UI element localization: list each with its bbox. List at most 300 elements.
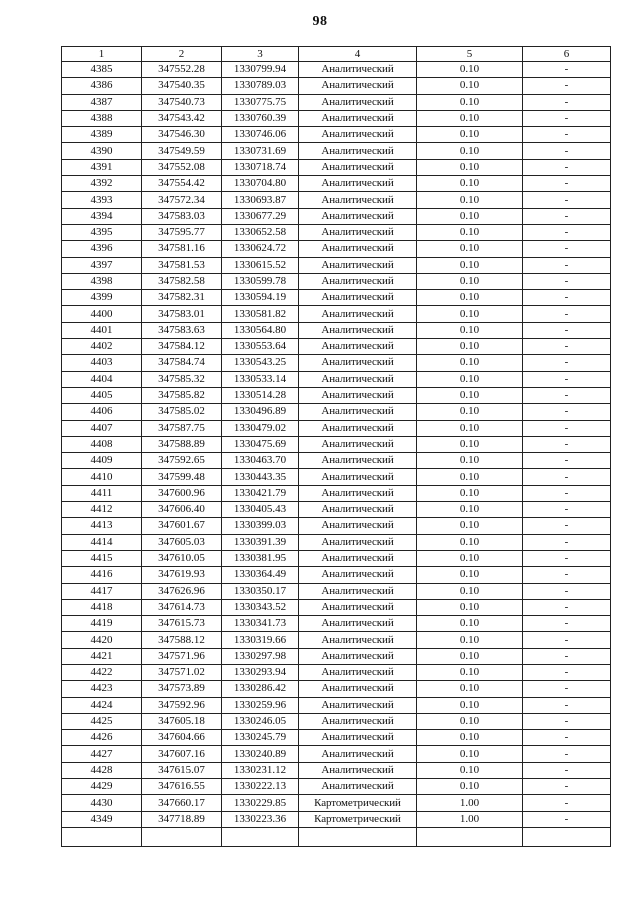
note-cell: - xyxy=(523,534,611,550)
empty-cell xyxy=(523,827,611,846)
point-number-cell: 4404 xyxy=(62,371,142,387)
accuracy-cell: 0.10 xyxy=(417,127,523,143)
table-row xyxy=(62,62,611,78)
coordinates-table xyxy=(61,46,611,847)
x-coordinate-cell: 347540.73 xyxy=(142,94,222,110)
point-number-cell: 4388 xyxy=(62,110,142,126)
table-row xyxy=(62,241,611,257)
table-row xyxy=(62,322,611,338)
table-row xyxy=(62,648,611,664)
point-number-cell: 4426 xyxy=(62,730,142,746)
table-row xyxy=(62,339,611,355)
point-number-cell: 4391 xyxy=(62,159,142,175)
accuracy-cell: 0.10 xyxy=(417,257,523,273)
point-number-cell: 4418 xyxy=(62,599,142,615)
table-row xyxy=(62,208,611,224)
note-cell: - xyxy=(523,224,611,240)
column-header-4: 4 xyxy=(299,47,417,62)
accuracy-cell: 0.10 xyxy=(417,583,523,599)
x-coordinate-cell: 347543.42 xyxy=(142,110,222,126)
table-row xyxy=(62,485,611,501)
x-coordinate-cell: 347610.05 xyxy=(142,550,222,566)
note-cell: - xyxy=(523,664,611,680)
method-cell: Картометрический xyxy=(299,811,417,827)
note-cell: - xyxy=(523,176,611,192)
method-cell: Аналитический xyxy=(299,387,417,403)
accuracy-cell: 0.10 xyxy=(417,616,523,632)
table-row xyxy=(62,567,611,583)
table-row xyxy=(62,420,611,436)
table-row xyxy=(62,306,611,322)
note-cell: - xyxy=(523,192,611,208)
y-coordinate-cell: 1330693.87 xyxy=(222,192,299,208)
accuracy-cell: 0.10 xyxy=(417,664,523,680)
y-coordinate-cell: 1330245.79 xyxy=(222,730,299,746)
accuracy-cell: 0.10 xyxy=(417,208,523,224)
y-coordinate-cell: 1330731.69 xyxy=(222,143,299,159)
table-row xyxy=(62,110,611,126)
column-header-5: 5 xyxy=(417,47,523,62)
note-cell: - xyxy=(523,469,611,485)
table-row xyxy=(62,355,611,371)
accuracy-cell: 0.10 xyxy=(417,110,523,126)
table-row xyxy=(62,127,611,143)
method-cell: Аналитический xyxy=(299,420,417,436)
y-coordinate-cell: 1330496.89 xyxy=(222,404,299,420)
method-cell: Аналитический xyxy=(299,355,417,371)
y-coordinate-cell: 1330364.49 xyxy=(222,567,299,583)
method-cell: Аналитический xyxy=(299,779,417,795)
method-cell: Аналитический xyxy=(299,648,417,664)
accuracy-cell: 1.00 xyxy=(417,811,523,827)
table-row xyxy=(62,404,611,420)
note-cell: - xyxy=(523,485,611,501)
method-cell: Аналитический xyxy=(299,94,417,110)
point-number-cell: 4424 xyxy=(62,697,142,713)
x-coordinate-cell: 347584.12 xyxy=(142,339,222,355)
method-cell: Аналитический xyxy=(299,371,417,387)
method-cell: Аналитический xyxy=(299,78,417,94)
note-cell: - xyxy=(523,420,611,436)
method-cell: Аналитический xyxy=(299,746,417,762)
x-coordinate-cell: 347571.96 xyxy=(142,648,222,664)
method-cell: Аналитический xyxy=(299,534,417,550)
table-row xyxy=(62,713,611,729)
page-number: 98 xyxy=(312,14,328,29)
x-coordinate-cell: 347572.34 xyxy=(142,192,222,208)
point-number-cell: 4420 xyxy=(62,632,142,648)
accuracy-cell: 0.10 xyxy=(417,713,523,729)
method-cell: Аналитический xyxy=(299,599,417,615)
note-cell: - xyxy=(523,62,611,78)
point-number-cell: 4407 xyxy=(62,420,142,436)
point-number-cell: 4417 xyxy=(62,583,142,599)
note-cell: - xyxy=(523,241,611,257)
point-number-cell: 4389 xyxy=(62,127,142,143)
point-number-cell: 4393 xyxy=(62,192,142,208)
point-number-cell: 4402 xyxy=(62,339,142,355)
x-coordinate-cell: 347581.53 xyxy=(142,257,222,273)
y-coordinate-cell: 1330259.96 xyxy=(222,697,299,713)
x-coordinate-cell: 347585.32 xyxy=(142,371,222,387)
method-cell: Аналитический xyxy=(299,632,417,648)
note-cell: - xyxy=(523,746,611,762)
table-row xyxy=(62,192,611,208)
method-cell: Аналитический xyxy=(299,681,417,697)
accuracy-cell: 0.10 xyxy=(417,730,523,746)
point-number-cell: 4349 xyxy=(62,811,142,827)
accuracy-cell: 0.10 xyxy=(417,453,523,469)
note-cell: - xyxy=(523,599,611,615)
table-body xyxy=(62,62,611,847)
accuracy-cell: 0.10 xyxy=(417,322,523,338)
x-coordinate-cell: 347601.67 xyxy=(142,518,222,534)
accuracy-cell: 0.10 xyxy=(417,567,523,583)
accuracy-cell: 0.10 xyxy=(417,387,523,403)
method-cell: Аналитический xyxy=(299,127,417,143)
y-coordinate-cell: 1330246.05 xyxy=(222,713,299,729)
table-row xyxy=(62,273,611,289)
accuracy-cell: 0.10 xyxy=(417,746,523,762)
x-coordinate-cell: 347599.48 xyxy=(142,469,222,485)
note-cell: - xyxy=(523,290,611,306)
method-cell: Аналитический xyxy=(299,697,417,713)
method-cell: Аналитический xyxy=(299,306,417,322)
method-cell: Аналитический xyxy=(299,290,417,306)
point-number-cell: 4411 xyxy=(62,485,142,501)
x-coordinate-cell: 347626.96 xyxy=(142,583,222,599)
note-cell: - xyxy=(523,127,611,143)
note-cell: - xyxy=(523,110,611,126)
x-coordinate-cell: 347588.89 xyxy=(142,436,222,452)
accuracy-cell: 0.10 xyxy=(417,648,523,664)
empty-cell xyxy=(299,827,417,846)
method-cell: Аналитический xyxy=(299,110,417,126)
point-number-cell: 4414 xyxy=(62,534,142,550)
accuracy-cell: 0.10 xyxy=(417,518,523,534)
empty-table-row xyxy=(62,827,611,846)
note-cell: - xyxy=(523,143,611,159)
accuracy-cell: 0.10 xyxy=(417,404,523,420)
y-coordinate-cell: 1330405.43 xyxy=(222,502,299,518)
x-coordinate-cell: 347546.30 xyxy=(142,127,222,143)
y-coordinate-cell: 1330533.14 xyxy=(222,371,299,387)
table-row xyxy=(62,518,611,534)
y-coordinate-cell: 1330775.75 xyxy=(222,94,299,110)
x-coordinate-cell: 347619.93 xyxy=(142,567,222,583)
table-row xyxy=(62,632,611,648)
note-cell: - xyxy=(523,208,611,224)
accuracy-cell: 0.10 xyxy=(417,779,523,795)
y-coordinate-cell: 1330514.28 xyxy=(222,387,299,403)
y-coordinate-cell: 1330652.58 xyxy=(222,224,299,240)
note-cell: - xyxy=(523,779,611,795)
accuracy-cell: 0.10 xyxy=(417,339,523,355)
y-coordinate-cell: 1330704.80 xyxy=(222,176,299,192)
accuracy-cell: 0.10 xyxy=(417,224,523,240)
method-cell: Аналитический xyxy=(299,339,417,355)
note-cell: - xyxy=(523,795,611,811)
note-cell: - xyxy=(523,583,611,599)
point-number-cell: 4385 xyxy=(62,62,142,78)
table-row xyxy=(62,469,611,485)
x-coordinate-cell: 347573.89 xyxy=(142,681,222,697)
y-coordinate-cell: 1330286.42 xyxy=(222,681,299,697)
point-number-cell: 4395 xyxy=(62,224,142,240)
table-header-row xyxy=(62,47,611,62)
table-row xyxy=(62,779,611,795)
accuracy-cell: 0.10 xyxy=(417,534,523,550)
table-row xyxy=(62,176,611,192)
x-coordinate-cell: 347583.63 xyxy=(142,322,222,338)
note-cell: - xyxy=(523,159,611,175)
method-cell: Аналитический xyxy=(299,730,417,746)
y-coordinate-cell: 1330564.80 xyxy=(222,322,299,338)
table-row xyxy=(62,159,611,175)
point-number-cell: 4387 xyxy=(62,94,142,110)
y-coordinate-cell: 1330229.85 xyxy=(222,795,299,811)
y-coordinate-cell: 1330463.70 xyxy=(222,453,299,469)
point-number-cell: 4419 xyxy=(62,616,142,632)
note-cell: - xyxy=(523,453,611,469)
note-cell: - xyxy=(523,339,611,355)
table-row xyxy=(62,616,611,632)
point-number-cell: 4386 xyxy=(62,78,142,94)
x-coordinate-cell: 347592.96 xyxy=(142,697,222,713)
point-number-cell: 4390 xyxy=(62,143,142,159)
accuracy-cell: 0.10 xyxy=(417,599,523,615)
y-coordinate-cell: 1330421.79 xyxy=(222,485,299,501)
point-number-cell: 4394 xyxy=(62,208,142,224)
table-row xyxy=(62,94,611,110)
accuracy-cell: 0.10 xyxy=(417,436,523,452)
column-header-3: 3 xyxy=(222,47,299,62)
empty-cell xyxy=(142,827,222,846)
note-cell: - xyxy=(523,697,611,713)
note-cell: - xyxy=(523,355,611,371)
y-coordinate-cell: 1330223.36 xyxy=(222,811,299,827)
table-row xyxy=(62,550,611,566)
method-cell: Аналитический xyxy=(299,241,417,257)
table-row xyxy=(62,502,611,518)
accuracy-cell: 0.10 xyxy=(417,420,523,436)
x-coordinate-cell: 347606.40 xyxy=(142,502,222,518)
table-row xyxy=(62,257,611,273)
x-coordinate-cell: 347615.07 xyxy=(142,762,222,778)
y-coordinate-cell: 1330718.74 xyxy=(222,159,299,175)
method-cell: Аналитический xyxy=(299,518,417,534)
point-number-cell: 4406 xyxy=(62,404,142,420)
point-number-cell: 4398 xyxy=(62,273,142,289)
note-cell: - xyxy=(523,713,611,729)
y-coordinate-cell: 1330624.72 xyxy=(222,241,299,257)
column-header-6: 6 xyxy=(523,47,611,62)
accuracy-cell: 0.10 xyxy=(417,306,523,322)
y-coordinate-cell: 1330799.94 xyxy=(222,62,299,78)
x-coordinate-cell: 347584.74 xyxy=(142,355,222,371)
point-number-cell: 4416 xyxy=(62,567,142,583)
x-coordinate-cell: 347581.16 xyxy=(142,241,222,257)
point-number-cell: 4428 xyxy=(62,762,142,778)
note-cell: - xyxy=(523,550,611,566)
note-cell: - xyxy=(523,681,611,697)
point-number-cell: 4400 xyxy=(62,306,142,322)
y-coordinate-cell: 1330343.52 xyxy=(222,599,299,615)
y-coordinate-cell: 1330581.82 xyxy=(222,306,299,322)
table-row xyxy=(62,78,611,94)
note-cell: - xyxy=(523,257,611,273)
method-cell: Аналитический xyxy=(299,273,417,289)
y-coordinate-cell: 1330341.73 xyxy=(222,616,299,632)
x-coordinate-cell: 347605.03 xyxy=(142,534,222,550)
y-coordinate-cell: 1330443.35 xyxy=(222,469,299,485)
y-coordinate-cell: 1330760.39 xyxy=(222,110,299,126)
table-row xyxy=(62,583,611,599)
y-coordinate-cell: 1330599.78 xyxy=(222,273,299,289)
accuracy-cell: 0.10 xyxy=(417,62,523,78)
empty-cell xyxy=(417,827,523,846)
y-coordinate-cell: 1330615.52 xyxy=(222,257,299,273)
accuracy-cell: 0.10 xyxy=(417,273,523,289)
point-number-cell: 4421 xyxy=(62,648,142,664)
accuracy-cell: 1.00 xyxy=(417,795,523,811)
note-cell: - xyxy=(523,306,611,322)
x-coordinate-cell: 347571.02 xyxy=(142,664,222,680)
method-cell: Аналитический xyxy=(299,567,417,583)
note-cell: - xyxy=(523,730,611,746)
accuracy-cell: 0.10 xyxy=(417,176,523,192)
y-coordinate-cell: 1330319.66 xyxy=(222,632,299,648)
method-cell: Аналитический xyxy=(299,436,417,452)
table-row xyxy=(62,795,611,811)
column-header-2: 2 xyxy=(142,47,222,62)
method-cell: Аналитический xyxy=(299,62,417,78)
note-cell: - xyxy=(523,632,611,648)
note-cell: - xyxy=(523,371,611,387)
method-cell: Аналитический xyxy=(299,143,417,159)
point-number-cell: 4409 xyxy=(62,453,142,469)
x-coordinate-cell: 347614.73 xyxy=(142,599,222,615)
accuracy-cell: 0.10 xyxy=(417,290,523,306)
x-coordinate-cell: 347552.28 xyxy=(142,62,222,78)
accuracy-cell: 0.10 xyxy=(417,371,523,387)
note-cell: - xyxy=(523,648,611,664)
table-row xyxy=(62,664,611,680)
y-coordinate-cell: 1330543.25 xyxy=(222,355,299,371)
table-row xyxy=(62,746,611,762)
method-cell: Аналитический xyxy=(299,322,417,338)
y-coordinate-cell: 1330381.95 xyxy=(222,550,299,566)
y-coordinate-cell: 1330479.02 xyxy=(222,420,299,436)
note-cell: - xyxy=(523,811,611,827)
empty-cell xyxy=(62,827,142,846)
point-number-cell: 4408 xyxy=(62,436,142,452)
method-cell: Аналитический xyxy=(299,257,417,273)
y-coordinate-cell: 1330222.13 xyxy=(222,779,299,795)
note-cell: - xyxy=(523,762,611,778)
table-row xyxy=(62,387,611,403)
empty-cell xyxy=(222,827,299,846)
y-coordinate-cell: 1330746.06 xyxy=(222,127,299,143)
method-cell: Картометрический xyxy=(299,795,417,811)
accuracy-cell: 0.10 xyxy=(417,159,523,175)
note-cell: - xyxy=(523,502,611,518)
y-coordinate-cell: 1330789.03 xyxy=(222,78,299,94)
y-coordinate-cell: 1330231.12 xyxy=(222,762,299,778)
y-coordinate-cell: 1330391.39 xyxy=(222,534,299,550)
x-coordinate-cell: 347605.18 xyxy=(142,713,222,729)
point-number-cell: 4397 xyxy=(62,257,142,273)
point-number-cell: 4399 xyxy=(62,290,142,306)
accuracy-cell: 0.10 xyxy=(417,143,523,159)
y-coordinate-cell: 1330475.69 xyxy=(222,436,299,452)
x-coordinate-cell: 347585.82 xyxy=(142,387,222,403)
point-number-cell: 4425 xyxy=(62,713,142,729)
y-coordinate-cell: 1330240.89 xyxy=(222,746,299,762)
note-cell: - xyxy=(523,404,611,420)
note-cell: - xyxy=(523,436,611,452)
x-coordinate-cell: 347588.12 xyxy=(142,632,222,648)
method-cell: Аналитический xyxy=(299,550,417,566)
point-number-cell: 4392 xyxy=(62,176,142,192)
note-cell: - xyxy=(523,616,611,632)
note-cell: - xyxy=(523,567,611,583)
table-row xyxy=(62,697,611,713)
point-number-cell: 4405 xyxy=(62,387,142,403)
accuracy-cell: 0.10 xyxy=(417,697,523,713)
point-number-cell: 4403 xyxy=(62,355,142,371)
note-cell: - xyxy=(523,273,611,289)
method-cell: Аналитический xyxy=(299,485,417,501)
y-coordinate-cell: 1330594.19 xyxy=(222,290,299,306)
method-cell: Аналитический xyxy=(299,176,417,192)
y-coordinate-cell: 1330677.29 xyxy=(222,208,299,224)
accuracy-cell: 0.10 xyxy=(417,762,523,778)
x-coordinate-cell: 347582.58 xyxy=(142,273,222,289)
table-row xyxy=(62,811,611,827)
x-coordinate-cell: 347587.75 xyxy=(142,420,222,436)
y-coordinate-cell: 1330553.64 xyxy=(222,339,299,355)
method-cell: Аналитический xyxy=(299,469,417,485)
note-cell: - xyxy=(523,518,611,534)
point-number-cell: 4415 xyxy=(62,550,142,566)
note-cell: - xyxy=(523,322,611,338)
note-cell: - xyxy=(523,78,611,94)
method-cell: Аналитический xyxy=(299,616,417,632)
x-coordinate-cell: 347585.02 xyxy=(142,404,222,420)
accuracy-cell: 0.10 xyxy=(417,192,523,208)
accuracy-cell: 0.10 xyxy=(417,94,523,110)
point-number-cell: 4423 xyxy=(62,681,142,697)
method-cell: Аналитический xyxy=(299,583,417,599)
accuracy-cell: 0.10 xyxy=(417,485,523,501)
point-number-cell: 4410 xyxy=(62,469,142,485)
x-coordinate-cell: 347660.17 xyxy=(142,795,222,811)
table-row xyxy=(62,290,611,306)
y-coordinate-cell: 1330293.94 xyxy=(222,664,299,680)
point-number-cell: 4396 xyxy=(62,241,142,257)
point-number-cell: 4430 xyxy=(62,795,142,811)
table-row xyxy=(62,453,611,469)
accuracy-cell: 0.10 xyxy=(417,632,523,648)
table-row xyxy=(62,371,611,387)
x-coordinate-cell: 347615.73 xyxy=(142,616,222,632)
method-cell: Аналитический xyxy=(299,159,417,175)
accuracy-cell: 0.10 xyxy=(417,550,523,566)
accuracy-cell: 0.10 xyxy=(417,681,523,697)
x-coordinate-cell: 347582.31 xyxy=(142,290,222,306)
x-coordinate-cell: 347583.03 xyxy=(142,208,222,224)
